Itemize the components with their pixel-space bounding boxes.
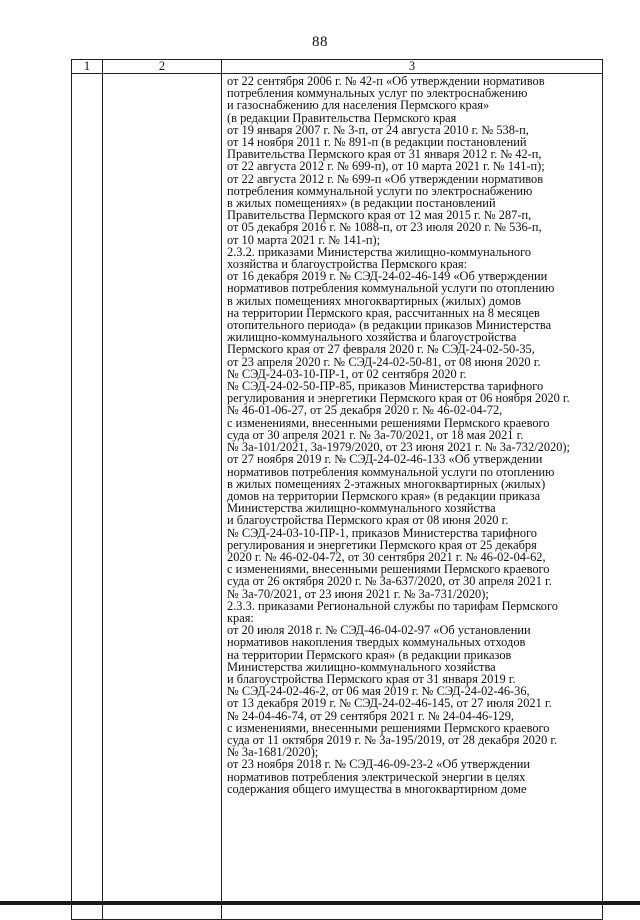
text-line: нормативов потребления электрической энергии в целях	[227, 769, 526, 784]
text-line: 2.3.2. приказами Министерства жилищно-коммунального	[227, 244, 532, 259]
text-line: от 23 апреля 2020 г. № СЭД-24-02-50-81, от 08 июня 2020 г.	[227, 354, 541, 369]
text-line: Правительства Пермского края от 12 мая 2015 г. № 287-п,	[227, 208, 532, 223]
text-line: и благоустройства Пермского края от 31 января 2019 г.	[227, 671, 516, 686]
text-line: 2020 г. № 46-02-04-72, от 30 сентября 2021 г. № 46-02-04-62,	[227, 549, 546, 564]
text-line: от 23 ноября 2018 г. № СЭД-46-09-23-2 «Об утверждении	[227, 757, 531, 772]
text-line: № 24-04-46-74, от 29 сентября 2021 г. № 24-04-46-129,	[227, 708, 515, 723]
text-line: № СЭД-24-02-50-ПР-85, приказов Министерства тарифного	[227, 379, 544, 394]
column-header-3: 3	[222, 60, 603, 74]
scan-bottom-edge	[0, 901, 640, 905]
text-line: № СЭД-24-02-46-2, от 06 мая 2019 г. № СЭД-24-02-46-36,	[227, 684, 530, 699]
text-line: нормативов потребления коммунальной услуги по отоплению	[227, 464, 555, 479]
text-line: хозяйства и благоустройства Пермского края:	[227, 257, 468, 272]
text-line: от 13 декабря 2019 г. № СЭД-24-02-46-145, от 27 июля 2021 г.	[227, 696, 552, 711]
text-line: № 3а-70/2021, от 23 июня 2021 г. № 3а-731/2020);	[227, 586, 489, 601]
text-line: № СЭД-24-03-10-ПР-1, от 02 сентября 2020 г.	[227, 366, 467, 381]
text-line: содержания общего имущества в многоквартирном доме	[227, 781, 527, 796]
table-header-row	[72, 60, 603, 74]
text-line: от 14 ноября 2011 г. № 891-п (в редакции постановлений	[227, 135, 527, 150]
column-header-2: 2	[103, 60, 222, 74]
text-line: от 22 сентября 2006 г. № 42-п «Об утверждении нормативов	[227, 74, 545, 88]
text-line: на территории Пермского края» (в редакции приказов	[227, 647, 512, 662]
text-line: Правительства Пермского края от 31 января 2012 г. № 42-п,	[227, 147, 542, 162]
text-line: от 20 июля 2018 г. № СЭД-46-04-02-97 «Об установлении	[227, 623, 531, 638]
document-table	[71, 59, 603, 920]
text-line: суда от 30 апреля 2021 г. № 3а-70/2021, от 18 мая 2021 г.	[227, 427, 524, 442]
text-line: в жилых помещениях многоквартирных (жилых) домов	[227, 293, 521, 308]
text-line: № 3а-101/2021, 3а-1979/2020, от 23 июня 2021 г. № 3а-732/2020);	[227, 440, 570, 455]
text-line: потребления коммунальных услуг по электроснабжению	[227, 86, 528, 101]
text-line: Министерства жилищно-коммунального хозяйства	[227, 501, 496, 516]
text-line: регулирования и энергетики Пермского края от 25 декабря	[227, 537, 537, 552]
column-3-cell	[222, 74, 603, 920]
text-line: № СЭД-24-03-10-ПР-1, приказов Министерства тарифного	[227, 525, 537, 540]
text-line: домов на территории Пермского края» (в редакции приказа	[227, 488, 541, 503]
text-line: регулирования и энергетики Пермского края от 06 ноября 2020 г.	[227, 391, 570, 406]
text-line: от 16 декабря 2019 г. № СЭД-24-02-46-149 «Об утверждении	[227, 269, 548, 284]
text-line: с изменениями, внесенными решениями Пермского краевого	[227, 562, 550, 577]
text-line: суда от 26 октября 2020 г. № 3а-637/2020, от 30 апреля 2021 г.	[227, 574, 552, 589]
text-line: нормативов потребления коммунальной услуги по отоплению	[227, 281, 555, 296]
text-line: № 46-01-06-27, от 25 декабря 2020 г. № 46-02-04-72,	[227, 403, 503, 418]
text-line: жилищно-коммунального хозяйства и благоустройства	[227, 330, 517, 345]
text-line: от 22 августа 2012 г. № 699-п «Об утверждении нормативов	[227, 171, 544, 186]
text-line: на территории Пермского края, рассчитанных на 8 месяцев	[227, 305, 540, 320]
text-line: от 10 марта 2021 г. № 141-п);	[227, 232, 381, 247]
table-row	[72, 74, 603, 920]
text-line: и благоустройства Пермского края от 08 июня 2020 г.	[227, 513, 509, 528]
text-line: суда от 11 октября 2019 г. № 3а-195/2019, от 28 декабря 2020 г.	[227, 732, 558, 747]
text-line: отопительного периода» (в редакции приказов Министерства	[227, 318, 552, 333]
column-1-cell	[72, 74, 103, 920]
text-line: с изменениями, внесенными решениями Пермского краевого	[227, 720, 550, 735]
text-line: нормативов накопления твердых коммунальных отходов	[227, 635, 526, 650]
text-line: от 27 ноября 2019 г. № СЭД-24-02-46-133 «Об утверждении	[227, 452, 543, 467]
text-lines	[227, 75, 599, 795]
text-line: от 19 января 2007 г. № 3-п, от 24 августа 2010 г. № 538-п,	[227, 122, 529, 137]
text-line: потребления коммунальной услуги по электроснабжению	[227, 183, 533, 198]
page-number: 88	[312, 34, 328, 50]
text-line: края:	[227, 610, 254, 625]
text-line: (в редакции Правительства Пермского края	[227, 110, 457, 125]
column-2-cell	[103, 74, 222, 920]
text-line: от 05 декабря 2016 г. № 1088-п, от 23 июля 2020 г. № 536-п,	[227, 220, 542, 235]
text-line: 2.3.3. приказами Региональной службы по тарифам Пермского	[227, 598, 558, 613]
text-line: с изменениями, внесенными решениями Пермского краевого	[227, 415, 550, 430]
text-line: № 3а-1681/2020);	[227, 745, 319, 760]
text-line: Министерства жилищно-коммунального хозяйства	[227, 659, 496, 674]
text-line: Пермского края от 27 февраля 2020 г. № СЭД-24-02-50-35,	[227, 342, 535, 357]
column-header-1: 1	[72, 60, 103, 74]
text-line: в жилых помещениях 2-этажных многоквартирных (жилых)	[227, 476, 546, 491]
text-line: в жилых помещениях» (в редакции постановлений	[227, 196, 496, 211]
text-line: и газоснабжению для населения Пермского края»	[227, 98, 490, 113]
text-line: от 22 августа 2012 г. № 699-п), от 10 марта 2021 г. № 141-п);	[227, 159, 545, 174]
